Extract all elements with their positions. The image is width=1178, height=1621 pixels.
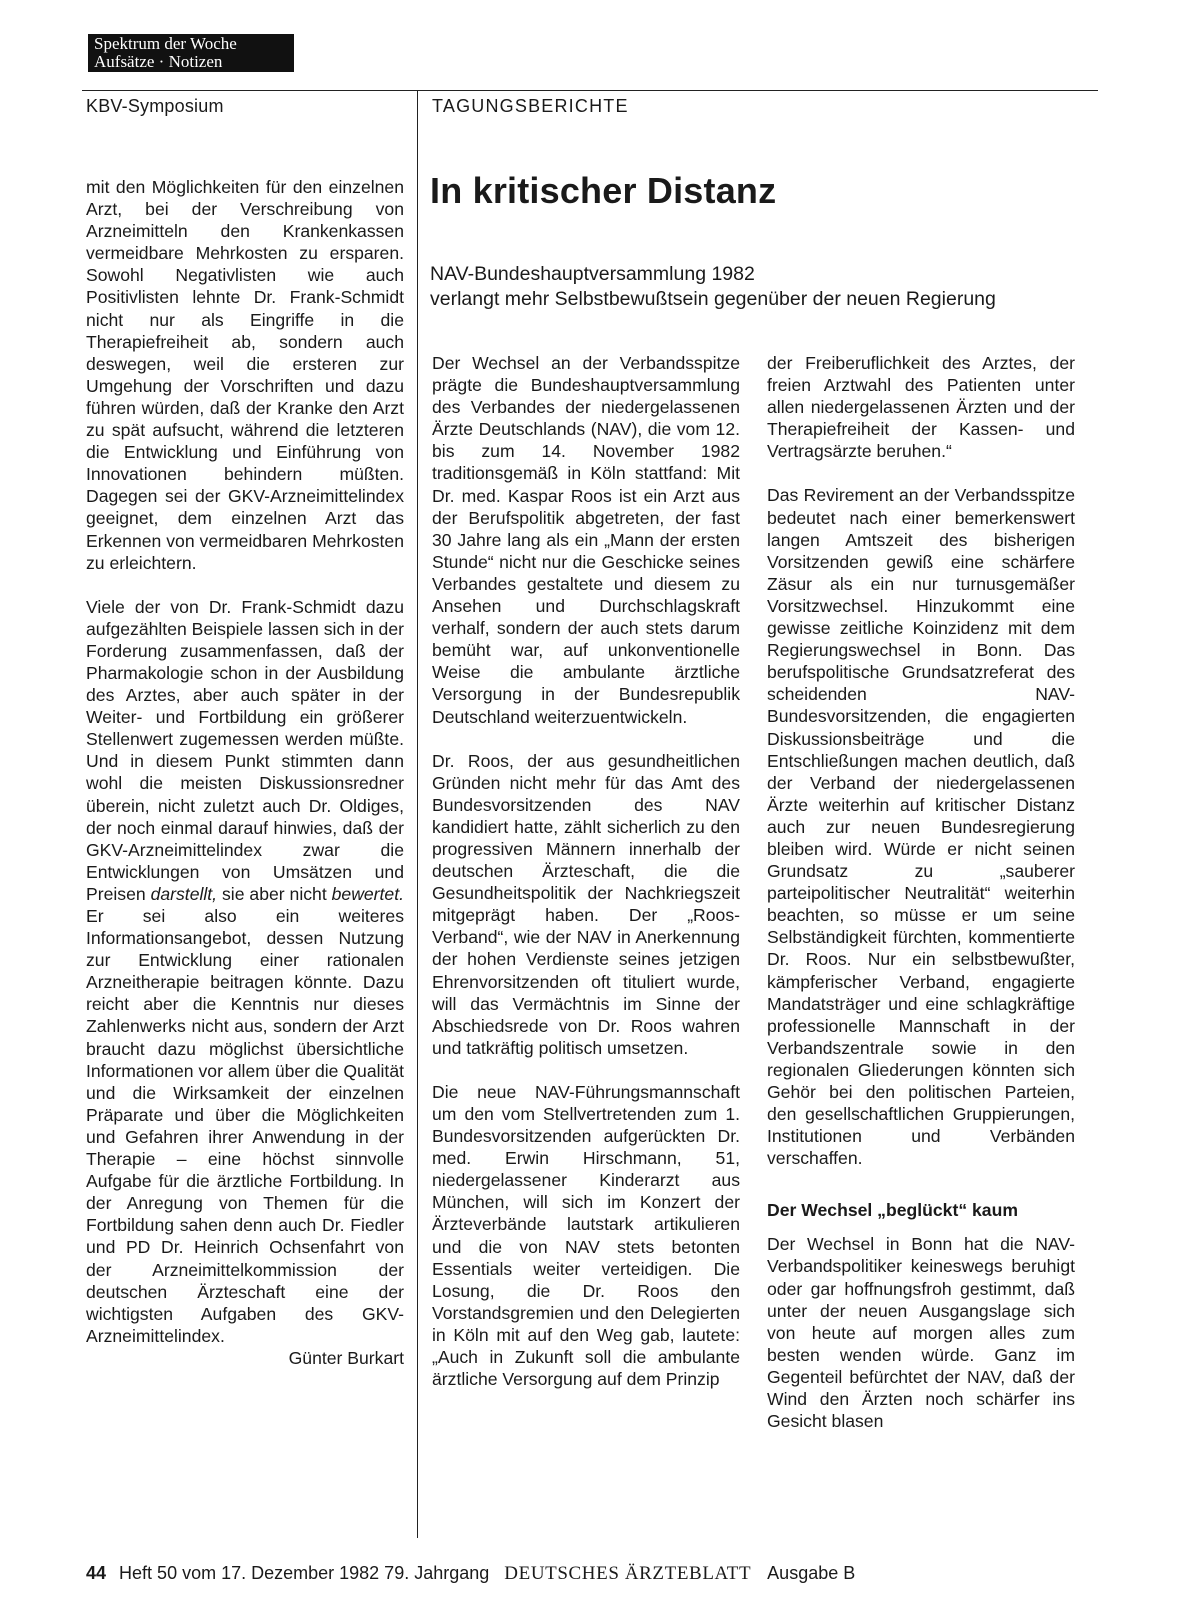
badge-line-1: Spektrum der Woche: [94, 34, 237, 53]
top-rule: [82, 90, 1098, 91]
rubric-right: TAGUNGSBERICHTE: [432, 96, 629, 116]
emphasis: bewertet.: [331, 883, 404, 904]
badge-line-2: Aufsätze · Notizen: [94, 52, 223, 71]
rubric-left: KBV-Symposium: [86, 96, 224, 116]
article-subheadline: [430, 262, 1110, 312]
section-badge: [88, 34, 294, 72]
issue-info: Heft 50 vom 17. Dezember 1982 79. Jahrgang: [119, 1563, 490, 1583]
paragraph: [86, 596, 404, 1347]
paragraph: Dr. Roos, der aus gesundheitlichen Gründen nicht mehr für das Amt des Bundesvorsitzenden des NAV kandidiert hatte, zählt sicherlich zu den progressiven Männern innerhalb der deutschen Ärzteschaft, die die Gesundheitspolitik der Nachkriegszeit mitgeprägt haben. Der „Roos-Verband“, wie der NAV in Anerkennung der hohen Verdienste seines jetzigen Ehrenvorsitzenden oft tituliert wurde, will das Vermächtnis im Sinne der Abschiedsrede von Dr. Roos wahren und tatkräftig politisch umsetzen.: [432, 750, 740, 1058]
column-middle: [432, 352, 740, 1390]
emphasis: darstellt,: [150, 883, 218, 904]
subheadline-line-1: NAV-Bundeshauptversammlung 1982: [430, 263, 755, 285]
paragraph: Der Wechsel in Bonn hat die NAV-Verbandspolitiker keineswegs beruhigt oder gar hoffnungsfroh gestimmt, daß unter der neuen Ausgangslage sich von heute auf morgen alles zum besten wenden würde. Ganz im Gegenteil befürchtet der NAV, daß der Wind den Ärzten noch schärfer ins Gesicht blasen: [767, 1234, 1075, 1432]
section-heading: Der Wechsel „beglückt“ kaum: [767, 1200, 1018, 1221]
text-run: Er sei also ein weiteres Informationsangebot, dessen Nutzung zur Entwicklung einer rationalen Arzneitherapie beitragen könnte. Dazu reicht aber die Kenntnis nur dieses Zahlenwerks nicht aus, sondern der Arzt braucht dazu möglichst übersichtliche Informationen vor allem über die Qualität und die Wirksamkeit der einzelnen Präparate und über die Möglichkeiten und Gefahren ihrer Anwendung in der Therapie – eine höchst sinnvolle Aufgabe für die ärztliche Fortbildung. In der Anregung von Themen für die Fortbildung sahen denn auch Dr. Fiedler und PD Dr. Heinrich Ochsenfahrt von der Arzneimittelkommission der deutschen Ärzteschaft eine der wichtigsten Aufgaben des GKV-Arzneimittelindex.: [86, 906, 404, 1346]
subheadline-line-2: verlangt mehr Selbstbewußtsein gegenüber der neuen Regierung: [430, 288, 996, 310]
paragraph: Der Wechsel an der Verbandsspitze prägte die Bundeshauptversammlung des Verbandes der niedergelassenen Ärzte Deutschlands (NAV), die vom 12. bis zum 14. November 1982 traditionsgemäß in Köln stattfand: Mit Dr. med. Kaspar Roos ist ein Arzt aus der Berufspolitik abgetreten, der fast 30 Jahre lang als ein „Mann der ersten Stunde“ nicht nur die Geschicke seines Verbandes gestaltete und diesem zu Ansehen und Durchschlagskraft verhalf, sondern der auch stets darum bemüht war, auf unkonventionelle Weise die ambulante ärztliche Versorgung in der Bundesrepublik Deutschland weiterzuentwickeln.: [432, 353, 740, 727]
journal-name: DEUTSCHES ÄRZTEBLATT: [504, 1563, 752, 1584]
edition: Ausgabe B: [767, 1563, 856, 1583]
text-run: sie aber nicht: [217, 883, 332, 904]
paragraph: der Freiberuflichkeit des Arztes, der freien Arztwahl des Patienten unter allen niedergelassenen Ärzten und der Therapiefreiheit der Kassen- und Vertragsärzte beruhen.“: [767, 353, 1075, 462]
paragraph: Das Revirement an der Verbandsspitze bedeutet nach einer bemerkenswert langen Amtszeit des bisherigen Vorsitzenden gewiß eine schärfere Zäsur als ein nur turnusgemäßer Vorsitzwechsel. Hinzukommt eine gewisse zeitliche Koinzidenz mit dem Regierungswechsel in Bonn. Das berufspolitische Grundsatzreferat des scheidenden NAV-Bundesvorsitzenden, die engagierten Diskussionsbeiträge und die Entschließungen machen deutlich, daß der Verband der niedergelassenen Ärzte weiterhin auf kritischer Distanz auch zur neuen Bundesregierung bleiben wird. Würde er nicht seinen Grundsatz zu „sauberer parteipolitischer Neutralität“ weiterhin beachten, so müsse er um seine Selbständigkeit fürchten, kommentierte Dr. Roos. Nur ein selbstbewußter, kämpferischer Verband, engagierte Mandatsträger und eine schlagkräftige professionelle Mannschaft in der Verbandszentrale sowie in den regionalen Gliederungen könnten sich Gehör bei den politischen Parteien, den gesellschaftlichen Gruppierungen, Institutionen und Verbänden verschaffen.: [767, 485, 1075, 1169]
page-footer: [86, 1563, 855, 1585]
article-headline: In kritischer Distanz: [430, 170, 777, 211]
column-right: [767, 352, 1075, 1432]
paragraph: Die neue NAV-Führungsmannschaft um den vom Stellvertretenden zum 1. Bundesvorsitzenden aufgerückten Dr. med. Erwin Hirschmann, 51, niedergelassener Kinderarzt aus München, will sich im Konzert der Ärzteverbände lautstark artikulieren und die von NAV stets betonten Essentials weiter verteidigen. Die Losung, die Dr. Roos den Vorstandsgremien und den Delegierten in Köln mit auf den Weg gab, lautete: „Auch in Zukunft soll die ambulante ärztliche Versorgung auf dem Prinzip: [432, 1081, 740, 1390]
page-number: 44: [86, 1563, 107, 1583]
column-left: [86, 176, 404, 1369]
paragraph: mit den Möglichkeiten für den einzelnen Arzt, bei der Verschreibung von Arzneimitteln den Krankenkassen vermeidbare Mehrkosten zu ersparen. Sowohl Negativlisten wie auch Positivlisten lehnte Dr. Frank-Schmidt nicht nur als Eingriffe in die Therapiefreiheit ab, sondern auch deswegen, weil die ersteren zur Umgehung der Vorschriften und dazu führen würden, daß der Kranke den Arzt zu spät aufsucht, während die letzteren die Entwicklung und Einführung von Innovationen behindern müßten. Dagegen sei der GKV-Arzneimittelindex geeignet, dem einzelnen Arzt das Erkennen von vermeidbaren Mehrkosten zu erleichtern.: [86, 177, 404, 573]
author-signature: Günter Burkart: [288, 1347, 404, 1368]
text-run: Viele der von Dr. Frank-Schmidt dazu aufgezählten Beispiele lassen sich in der Forderung zusammenfassen, daß der Pharmakologie schon in der Ausbildung des Arztes, aber auch später in der Weiter- und Fortbildung ein größerer Stellenwert zugemessen werden müßte. Und in diesem Punkt stimmten dann wohl die meisten Diskussionsredner überein, nicht zuletzt auch Dr. Oldiges, der noch einmal darauf hinwies, daß der GKV-Arzneimittelindex zwar die Entwicklungen von Umsätzen und Preisen: [86, 596, 404, 904]
column-divider: [417, 90, 418, 1538]
